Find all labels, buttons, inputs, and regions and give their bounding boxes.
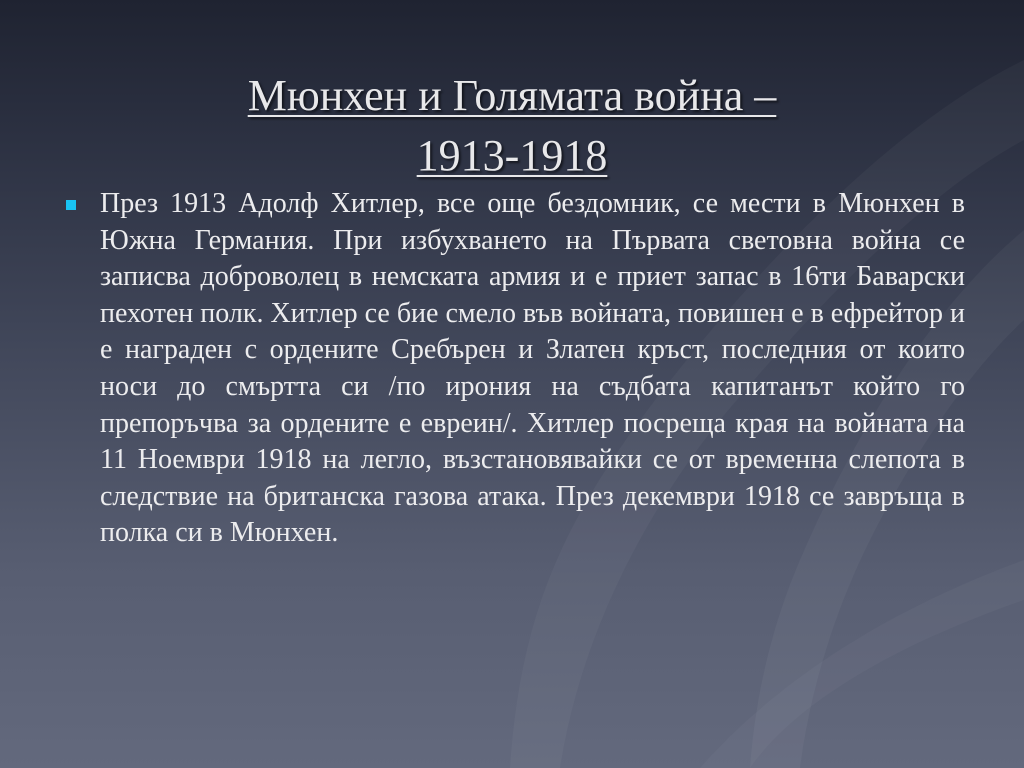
title-line-2: 1913-1918	[416, 131, 608, 180]
square-bullet-icon	[66, 200, 76, 210]
title-line-1: Мюнхен и Голямата война –	[247, 71, 777, 120]
bullet-text: През 1913 Адолф Хитлер, все още бездомник, се мести в Мюнхен в Южна Германия. При избухването на Първата световна война се записва доброволец в немската армия и е приет запас в 16ти Баварски пехотен полк. Хитлер се бие смело във войната, повишен е в ефрейтор и е награден с ордените Сребърен и Златен кръст, последния от които носи до смъртта си /по ирония на съдбата капитанът който го препоръчва за ордените е евреин/. Хитлер посреща края на войната на 11 Ноември 1918 на легло, възстановявайки се от временна слепота в следствие на британска газова атака. През декември 1918 се завръща в полка си в Мюнхен.	[100, 188, 965, 549]
bullet-item	[60, 186, 965, 552]
slide-title	[60, 66, 964, 186]
